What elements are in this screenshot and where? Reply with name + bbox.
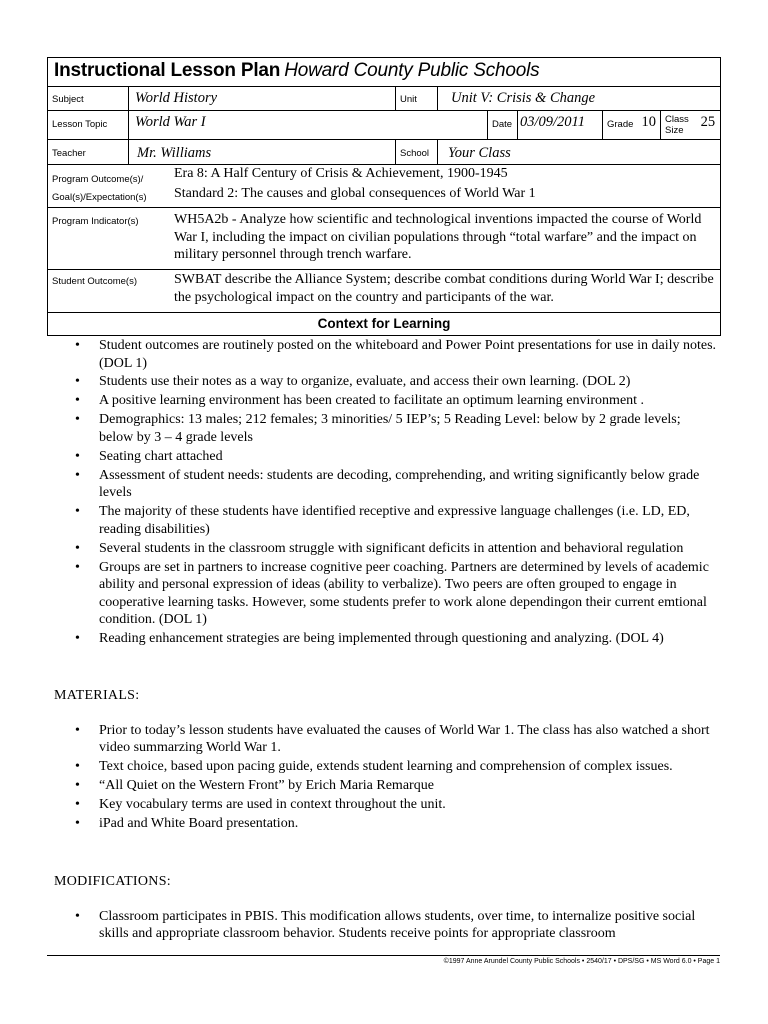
- date-label: Date: [492, 119, 513, 130]
- materials-section: [54, 687, 718, 834]
- school-value-cell: [438, 140, 721, 165]
- modifications-list: [54, 908, 718, 943]
- document-title: Instructional Lesson Plan: [54, 60, 281, 81]
- grade-cell: [603, 111, 661, 140]
- unit-label: Unit: [400, 94, 417, 105]
- list-item: • Key vocabulary terms are used in context throughout the unit.: [75, 796, 446, 812]
- program-outcome-line-2: Standard 2: The causes and global consequences of World War 1: [174, 185, 536, 201]
- school-value: Your Class: [448, 145, 511, 161]
- teacher-label-cell: [48, 140, 129, 165]
- class-size-label: [665, 114, 689, 136]
- bullet-icon: •: [75, 796, 80, 812]
- school-label: School: [400, 148, 430, 159]
- bullet-icon: •: [75, 559, 80, 575]
- bullet-icon: •: [75, 338, 80, 353]
- program-outcome-line-1: Era 8: A Half Century of Crisis & Achievement, 1900-1945: [174, 166, 508, 181]
- date-label-cell: [488, 111, 518, 140]
- context-for-learning-heading: Context for Learning: [317, 316, 451, 331]
- class-size-cell: [661, 111, 721, 140]
- list-item: • iPad and White Board presentation.: [75, 815, 299, 831]
- title-row: [48, 58, 721, 87]
- list-item: • Demographics: 13 males; 212 females; 3 minorities/ 5 IEP’s; 5 Reading Level: below by 2 grade levels; below by 3 – 4 grade levels: [75, 412, 681, 445]
- subject-value-cell: [129, 87, 396, 111]
- subject-value: World History: [135, 90, 218, 106]
- list-item: • Reading enhancement strategies are being implemented through questioning and analyzing. (DOL 4): [75, 631, 664, 647]
- bullet-icon: •: [75, 393, 80, 409]
- bullet-icon: •: [75, 448, 80, 464]
- list-item: • Prior to today’s lesson students have evaluated the causes of World War 1. The class has also watched a short video summarzing World War 1.: [75, 722, 710, 756]
- teacher-value-cell: [129, 140, 396, 165]
- program-outcome-label-line-2: Goal(s)/Expectation(s): [52, 192, 147, 203]
- modifications-heading: MODIFICATIONS:: [54, 874, 171, 889]
- list-item: • The majority of these students have identified receptive and expressive language challenges (i.e. LD, ED, reading disabilities): [75, 504, 690, 537]
- bullet-icon: •: [75, 631, 80, 647]
- program-indicator-label: Program Indicator(s): [52, 216, 139, 227]
- bullet-icon: •: [75, 815, 80, 831]
- subject-label: Subject: [52, 94, 84, 105]
- list-item: • “All Quiet on the Western Front” by Erich Maria Remarque: [75, 777, 434, 793]
- list-item: • Several students in the classroom struggle with significant deficits in attention and behavioral regulation: [75, 540, 684, 556]
- grade-label: Grade: [607, 119, 634, 130]
- date-value-cell: [518, 111, 603, 140]
- class-size-label-line-2: Size: [665, 125, 684, 136]
- lesson-topic-label: Lesson Topic: [52, 119, 108, 130]
- footer-copyright: ©1997 Anne Arundel County Public Schools • 2540/17 • DPS/SG • MS Word 6.0 • Page 1: [443, 958, 720, 965]
- school-label-cell: [396, 140, 438, 165]
- list-item: • Groups are set in partners to increase cognitive peer coaching. Partners are determined by levels of academic ability and personal expression of ideas (ability to verbalize). Two peers are often grouped to engage in cooperative learning tasks. However, some students prefer to work alone dependingon their current emtional condition. (DOL 1): [75, 559, 709, 628]
- context-section: [54, 337, 718, 649]
- list-item: • Student outcomes are routinely posted on the whiteboard and Power Point presentations for use in daily notes. (DOL 1): [75, 338, 717, 371]
- unit-value-cell: [438, 87, 721, 111]
- program-indicator-value: WH5A2b - Analyze how scientific and technological inventions impacted the course of World War I, including the impact on civilian populations through “total warfare” and the impact on military personnel through trench warfare.: [174, 212, 702, 262]
- lesson-topic-label-cell: [48, 111, 129, 140]
- date-value: 03/09/2011: [520, 114, 585, 130]
- student-outcome-label-wrap: [52, 271, 170, 289]
- school-system-name: Howard County Public Schools: [284, 60, 540, 81]
- student-outcome-value: SWBAT describe the Alliance System; describe combat conditions during World War I; describe the psychological impact on the country and participants of the war.: [174, 272, 714, 305]
- lesson-topic-value: World War I: [135, 114, 206, 130]
- class-size-label-line-1: Class: [665, 114, 689, 125]
- teacher-label: Teacher: [52, 148, 86, 159]
- bullet-icon: •: [75, 777, 80, 793]
- list-item: • A positive learning environment has been created to facilitate an optimum learning environment .: [75, 393, 645, 409]
- list-item: • Classroom participates in PBIS. This modification allows students, over time, to internalize positive social skills and appropriate classroom behavior. Students receive points for appropriate classroom: [75, 908, 696, 942]
- student-outcome-label: Student Outcome(s): [52, 276, 138, 287]
- subject-label-cell: [48, 87, 129, 111]
- modifications-section: [54, 873, 718, 944]
- program-indicator-label-wrap: [52, 211, 170, 229]
- unit-label-cell: [396, 87, 438, 111]
- bullet-icon: •: [75, 540, 80, 556]
- bullet-icon: •: [75, 908, 80, 924]
- bullet-icon: •: [75, 412, 80, 428]
- program-outcome-label: [48, 165, 171, 205]
- materials-list: [54, 722, 718, 833]
- bullet-icon: •: [75, 504, 80, 520]
- context-heading-cell: [48, 313, 721, 336]
- program-outcome-value: [174, 165, 714, 202]
- context-list: [54, 337, 718, 648]
- class-size-value: 25: [700, 114, 716, 130]
- list-item: • Text choice, based upon pacing guide, extends student learning and comprehension of complex issues.: [75, 759, 673, 775]
- bullet-icon: •: [75, 722, 80, 738]
- bullet-icon: •: [75, 374, 80, 390]
- grade-value: 10: [641, 114, 656, 130]
- unit-value: Unit V: Crisis & Change: [451, 90, 596, 106]
- teacher-value: Mr. Williams: [137, 145, 212, 161]
- list-item: • Seating chart attached: [75, 448, 223, 464]
- bullet-icon: •: [75, 467, 80, 483]
- list-item: • Assessment of student needs: students are decoding, comprehending, and writing significantly below grade levels: [75, 467, 700, 501]
- lesson-topic-value-cell: [129, 111, 488, 140]
- list-item: • Students use their notes as a way to organize, evaluate, and access their own learning. (DOL 2): [75, 374, 631, 390]
- materials-heading: MATERIALS:: [54, 688, 140, 703]
- bullet-icon: •: [75, 759, 80, 775]
- program-outcome-label-line-1: Program Outcome(s)/: [52, 174, 144, 185]
- footer-divider: [47, 955, 720, 956]
